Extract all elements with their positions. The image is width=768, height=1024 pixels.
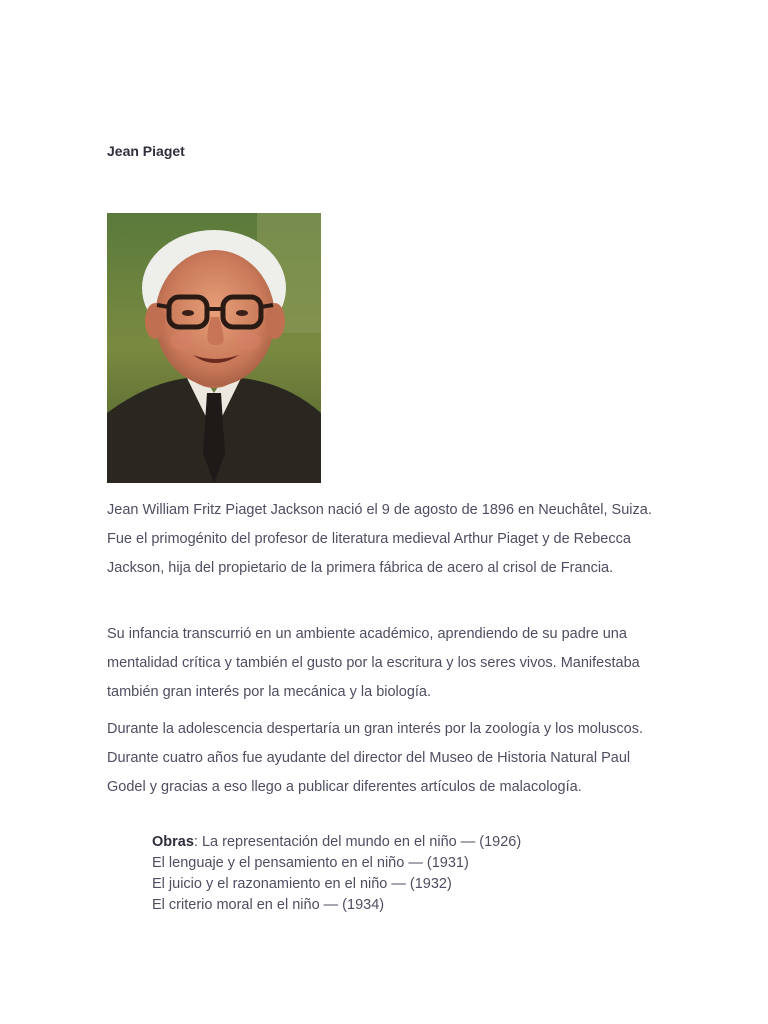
works-list-item: El lenguaje y el pensamiento en el niño — (1931) [152,855,469,871]
biography-paragraph: Durante la adolescencia despertaría un gran interés por la zoología y los moluscos. Durante cuatro años fue ayudante del director del Museo de Historia Natural Paul Godel y gracias a eso llego a publicar diferentes artículos de malacología. [107,721,643,795]
works-list-item [152,832,521,853]
works-list [152,832,521,916]
biography-paragraph: Su infancia transcurrió en un ambiente académico, aprendiendo de su padre una mentalidad crítica y también el gusto por la escritura y los seres vivos. Manifestaba también gran interés por la mecánica y la biología. [107,626,640,700]
biography-paragraph: Jean William Fritz Piaget Jackson nació el 9 de agosto de 1896 en Neuchâtel, Suiza. Fue el primogénito del profesor de literatura medieval Arthur Piaget y de Rebecca Jackson, hija del propietario de la primera fábrica de acero al crisol de Francia. [107,502,652,576]
works-list-item: El juicio y el razonamiento en el niño — (1932) [152,876,452,892]
works-item-text: : La representación del mundo en el niño — (1926) [193,834,522,850]
portrait-photo [107,213,321,483]
page-title: Jean Piaget [107,143,185,159]
works-label: Obras [152,834,194,850]
works-list-item: El criterio moral en el niño — (1934) [152,897,385,913]
